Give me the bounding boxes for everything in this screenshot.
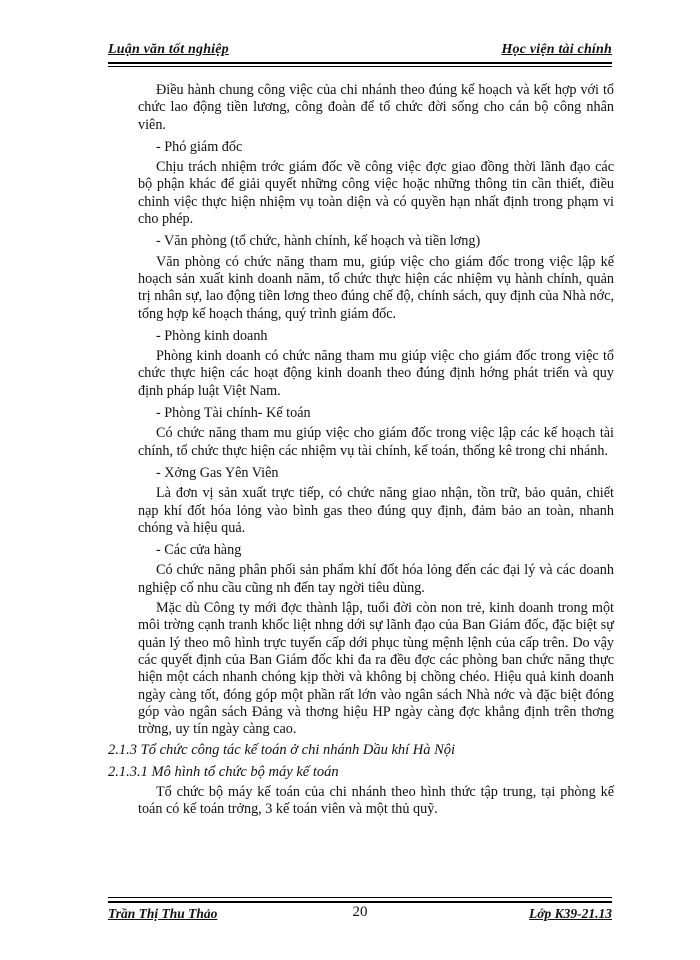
subsection-heading: 2.1.3.1 Mô hình tổ chức bộ máy kế toán — [108, 763, 339, 780]
page-footer — [108, 906, 612, 926]
footer-author: Trần Thị Thu Thảo — [108, 906, 218, 921]
page-body — [108, 82, 614, 819]
list-item-heading: - Phòng kinh doanh — [156, 327, 268, 344]
paragraph: Có chức năng phân phối sản phẩm khí đốt hóa lỏng đến các đại lý và các doanh nghiệp cố nhu cầu cũng nh đến tay ngời tiêu dùng. — [138, 562, 614, 596]
header-thesis-label: Luận văn tốt nghiệp — [108, 42, 229, 57]
list-item-heading: - Phòng Tài chính- Kế toán — [156, 405, 311, 422]
paragraph: Điều hành chung công việc của chi nhánh theo đúng kế hoạch và kết hợp với tổ chức lao động tiền lương, công đoàn để tổ chức đời sống cho cán bộ công nhân viên. — [138, 82, 614, 133]
footer-class: Lớp K39-21.13 — [529, 906, 612, 921]
list-item-heading: - Xởng Gas Yên Viên — [156, 464, 279, 481]
header-rule-thin — [108, 66, 612, 67]
paragraph: Mặc dù Công ty mới đợc thành lập, tuổi đời còn non trẻ, kinh doanh trong một môi trờng cạnh tranh khốc liệt nhng dới sự lãnh đạo của Ban Giám đốc, đặc biệt sự quản lý theo mô hình trực tuyến cấp dới phục tùng mệnh lệnh của cấp trên. Do vậy các quyết định của Ban Giám đốc khi đa ra đều đợc các phòng ban chức năng thực hiện một cách nhanh chóng kịp thời và không bị chồng chéo. Hiệu quả kinh doanh ngày càng tốt, đóng góp một phần rất lớn vào ngân sách Nhà nớc và đặc biệt đóng góp vào ngân sách Đảng và thơng hiệu HP ngày càng đợc khẳng định trên thơng trờng, uy tín ngày càng cao. — [138, 600, 614, 738]
list-item-heading: - Phó giám đốc — [156, 138, 243, 155]
page-number: 20 — [352, 904, 368, 920]
paragraph: Văn phòng có chức năng tham mu, giúp việc cho giám đốc trong việc lập kế hoạch sản xuất kinh doanh năm, tổ chức thực hiện các nhiệm vụ hành chính, quản trị nhân sự, lao động tiền lơng theo đúng chế độ, chính sách, quy định của Nhà nớc, tổng hợp kế hoạch tháng, quý trình giám đốc. — [138, 253, 614, 322]
header-institution-label: Học viện tài chính — [501, 42, 612, 57]
footer-rule — [108, 901, 612, 903]
paragraph: Chịu trách nhiệm trớc giám đốc về công việc đợc giao đồng thời lãnh đạo các bộ phận khác để giải quyết những công việc hoặc những thông tin cần thiết, điều chỉnh việc thực hiện nhiệm vụ toàn diện và có quyền hạn nhất định trong phạm vi cho phép. — [138, 159, 614, 228]
section-heading: 2.1.3 Tổ chức công tác kế toán ở chi nhánh Dầu khí Hà Nội — [108, 742, 456, 759]
paragraph: Có chức năng tham mu giúp việc cho giám đốc trong việc lập các kế hoạch tài chính, tổ chức thực hiện các nhiệm vụ tài chính, kế toán, thống kê trong chi nhánh. — [138, 425, 614, 459]
header-rule — [108, 62, 612, 64]
paragraph: Tổ chức bộ máy kế toán của chi nhánh theo hình thức tập trung, tại phòng kế toán có kế toán trởng, 3 kế toán viên và một thủ quỹ. — [138, 783, 614, 818]
list-item-heading: - Văn phòng (tổ chức, hành chính, kế hoạch và tiền lơng) — [156, 233, 481, 250]
footer-rule-thin — [108, 897, 612, 898]
list-item-heading: - Các cửa hàng — [156, 542, 242, 559]
page-header — [108, 42, 612, 62]
paragraph: Phòng kinh doanh có chức năng tham mu giúp việc cho giám đốc trong việc tổ chức thực hiện các hoạt động kinh doanh theo đúng định hớng phát triển và quy định pháp luật Việt Nam. — [138, 348, 614, 399]
paragraph: Là đơn vị sản xuất trực tiếp, có chức năng giao nhận, tồn trữ, bảo quản, chiết nạp khí đốt hóa lỏng vào bình gas theo đúng quy định, đảm bảo an toàn, nhanh chóng và hiệu quả. — [138, 485, 614, 536]
